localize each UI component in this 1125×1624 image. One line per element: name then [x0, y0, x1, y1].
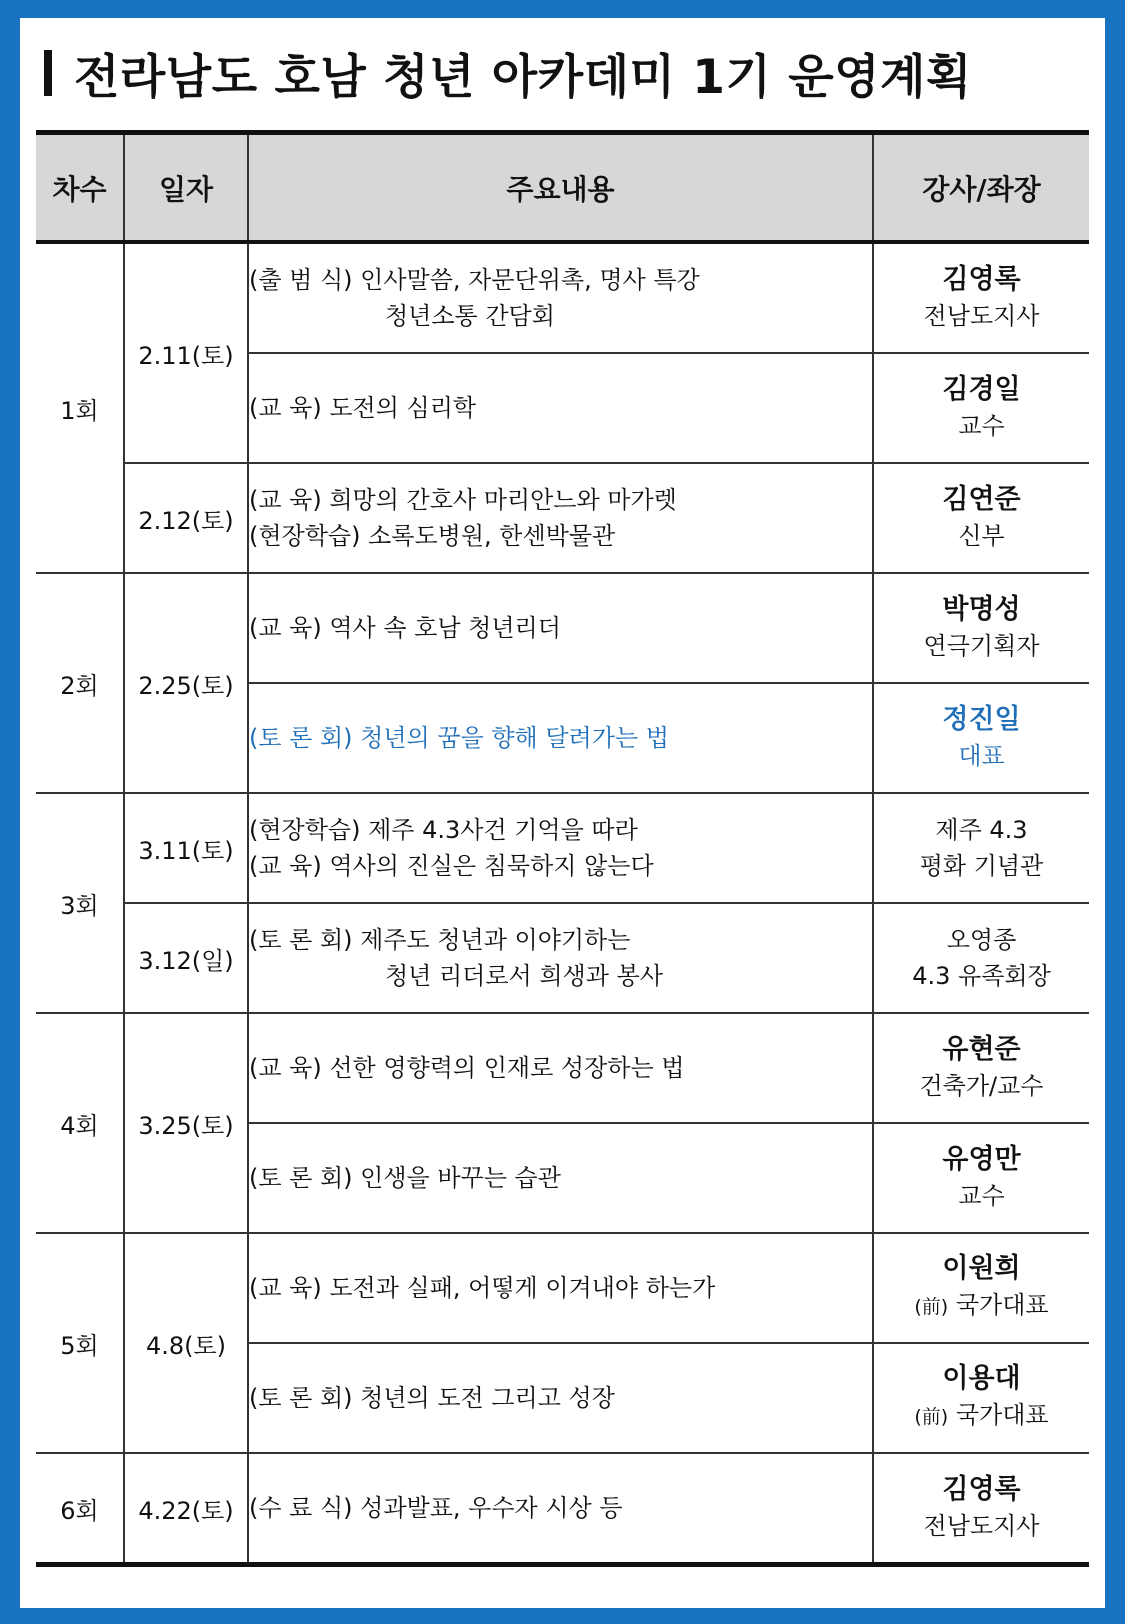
- content-line: (토 론 회) 청년의 꿈을 향해 달려가는 법: [249, 724, 669, 752]
- content-cell: [248, 1013, 873, 1123]
- content-line: 청년소통 간담회: [385, 302, 555, 330]
- schedule-table: [36, 130, 1089, 1567]
- round-cell: 6회: [36, 1453, 124, 1565]
- speaker-prefix: (前): [914, 1296, 949, 1318]
- content-cell: [248, 683, 873, 793]
- header-round: 차수: [36, 133, 124, 243]
- content-line: (출 범 식) 인사말씀, 자문단위촉, 명사 특강: [249, 266, 700, 294]
- speaker-name: 김경일: [942, 374, 1021, 405]
- table-row: [36, 903, 1089, 1013]
- content-cell: [248, 1233, 873, 1343]
- content-cell: [248, 1453, 873, 1565]
- header-content: 주요내용: [248, 133, 873, 243]
- speaker-name: 김영록: [942, 264, 1021, 295]
- speaker-line: 4.3 유족회장: [912, 962, 1051, 990]
- speaker-cell: [873, 1013, 1089, 1123]
- speaker-cell: [873, 573, 1089, 683]
- speaker-cell: [873, 242, 1089, 353]
- speaker-cell: [873, 353, 1089, 463]
- table-row: [36, 573, 1089, 683]
- round-cell: 5회: [36, 1233, 124, 1453]
- content-line: (토 론 회) 인생을 바꾸는 습관: [249, 1164, 561, 1192]
- speaker-role-text: 국가대표: [955, 1401, 1049, 1429]
- speaker-role: 교수: [958, 412, 1005, 440]
- title-text: 전라남도 호남 청년 아카데미 1기 운영계획: [74, 49, 972, 105]
- speaker-role: 교수: [958, 1182, 1005, 1210]
- content-line: (현장학습) 제주 4.3사건 기억을 따라: [249, 816, 638, 844]
- speaker-name: 이용대: [942, 1363, 1021, 1394]
- speaker-cell: [873, 683, 1089, 793]
- round-cell: 2회: [36, 573, 124, 793]
- table-header-row: [36, 133, 1089, 243]
- date-cell: 2.25(토): [124, 573, 248, 793]
- speaker-cell: [873, 463, 1089, 573]
- speaker-line: 오영종: [946, 926, 1017, 954]
- round-cell: 1회: [36, 242, 124, 573]
- table-row: [36, 1453, 1089, 1565]
- content-line: 청년 리더로서 희생과 봉사: [385, 962, 663, 990]
- speaker-cell: [873, 793, 1089, 903]
- speaker-role: 대표: [958, 742, 1005, 770]
- date-cell: 2.11(토): [124, 242, 248, 463]
- content-cell: [248, 353, 873, 463]
- title-bar-mark: [44, 50, 52, 96]
- speaker-name: 박명성: [942, 594, 1021, 625]
- date-cell: 4.22(토): [124, 1453, 248, 1565]
- content-cell: [248, 793, 873, 903]
- date-cell: 4.8(토): [124, 1233, 248, 1453]
- speaker-cell: [873, 1123, 1089, 1233]
- speaker-name: 이원희: [942, 1253, 1021, 1284]
- date-cell: 2.12(토): [124, 463, 248, 573]
- speaker-line: 평화 기념관: [919, 852, 1044, 880]
- speaker-name: 정진일: [942, 704, 1021, 735]
- speaker-prefix: (前): [914, 1406, 949, 1428]
- date-cell: 3.12(일): [124, 903, 248, 1013]
- content-line: (교 육) 역사의 진실은 침묵하지 않는다: [249, 852, 654, 880]
- content-line: (교 육) 희망의 간호사 마리안느와 마가렛: [249, 486, 677, 514]
- content-line: (토 론 회) 제주도 청년과 이야기하는: [249, 926, 631, 954]
- speaker-role: 전남도지사: [923, 1512, 1040, 1540]
- table-row: [36, 242, 1089, 353]
- content-line: (토 론 회) 청년의 도전 그리고 성장: [249, 1384, 615, 1412]
- content-line: (교 육) 도전의 심리학: [249, 394, 477, 422]
- content-cell: [248, 1123, 873, 1233]
- speaker-role: [874, 1287, 1089, 1325]
- content-line: (수 료 식) 성과발표, 우수자 시상 등: [249, 1494, 623, 1522]
- speaker-line: 제주 4.3: [935, 816, 1028, 844]
- content-line: (교 육) 역사 속 호남 청년리더: [249, 614, 561, 642]
- speaker-name: 김연준: [942, 484, 1021, 515]
- speaker-cell: [873, 1343, 1089, 1453]
- header-date: 일자: [124, 133, 248, 243]
- round-cell: 4회: [36, 1013, 124, 1233]
- table-row: [36, 1233, 1089, 1343]
- speaker-name: 유영만: [942, 1144, 1021, 1175]
- document-page: [20, 18, 1105, 1608]
- content-line: (교 육) 선한 영향력의 인재로 성장하는 법: [249, 1054, 685, 1082]
- date-cell: 3.25(토): [124, 1013, 248, 1233]
- date-cell: 3.11(토): [124, 793, 248, 903]
- speaker-name: 김영록: [942, 1474, 1021, 1505]
- speaker-role-text: 국가대표: [955, 1291, 1049, 1319]
- content-line: (교 육) 도전과 실패, 어떻게 이겨내야 하는가: [249, 1274, 716, 1302]
- speaker-role: 연극기획자: [923, 632, 1040, 660]
- content-cell: [248, 1343, 873, 1453]
- table-row: [36, 1013, 1089, 1123]
- content-cell: [248, 573, 873, 683]
- speaker-cell: [873, 903, 1089, 1013]
- speaker-role: 건축가/교수: [919, 1072, 1044, 1100]
- speaker-name: 유현준: [942, 1034, 1021, 1065]
- document-title: [42, 36, 972, 110]
- speaker-cell: [873, 1453, 1089, 1565]
- speaker-role: 신부: [958, 522, 1005, 550]
- round-cell: 3회: [36, 793, 124, 1013]
- content-cell: [248, 903, 873, 1013]
- content-cell: [248, 242, 873, 353]
- speaker-cell: [873, 1233, 1089, 1343]
- speaker-role: 전남도지사: [923, 302, 1040, 330]
- table-row: [36, 793, 1089, 903]
- content-line: (현장학습) 소록도병원, 한센박물관: [249, 522, 616, 550]
- header-speaker: 강사/좌장: [873, 133, 1089, 243]
- table-row: [36, 463, 1089, 573]
- speaker-role: [874, 1397, 1089, 1435]
- content-cell: [248, 463, 873, 573]
